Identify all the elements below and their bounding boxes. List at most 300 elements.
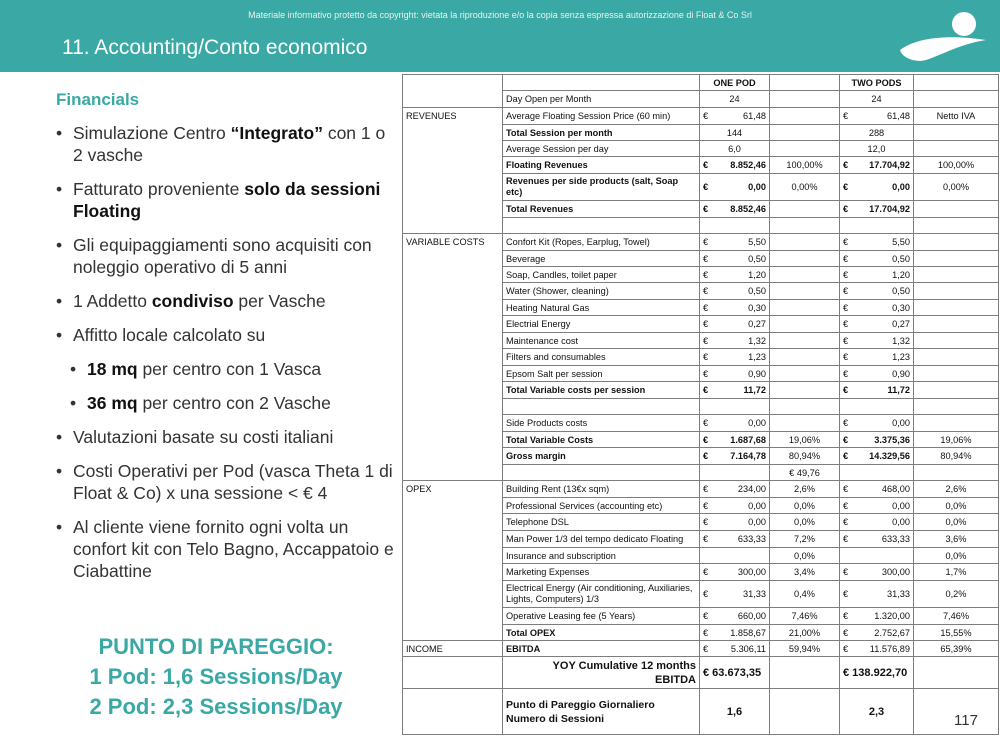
cell-empty — [770, 657, 840, 689]
currency-symbol: € — [843, 484, 849, 494]
table-row — [403, 481, 999, 498]
value-one-pod — [700, 641, 770, 657]
break-even-summary — [56, 632, 376, 722]
value-two-pods — [840, 498, 914, 514]
table-row — [403, 531, 999, 548]
section-variable-costs: VARIABLE COSTS — [403, 234, 503, 251]
value-one-pod — [700, 564, 770, 581]
amount: 0,50 — [892, 253, 910, 264]
bullet-text: Affitto locale calcolato su — [73, 325, 266, 345]
value-two-pods — [840, 415, 914, 432]
break-even-one-pod: 1 Pod: 1,6 Sessions/Day — [89, 664, 343, 689]
cell-empty — [403, 91, 503, 108]
cell-empty — [914, 267, 999, 283]
table-row — [403, 267, 999, 283]
amount: 300,00 — [737, 567, 766, 577]
bullet-text: per Vasche — [233, 291, 326, 311]
bullet-36mq — [70, 392, 396, 414]
value-one-pod — [700, 201, 770, 218]
row-label: Total OPEX — [503, 625, 700, 641]
cell-empty — [403, 514, 503, 531]
cell-empty — [914, 91, 999, 108]
cell-empty — [403, 157, 503, 174]
cell-empty — [403, 448, 503, 465]
cell-empty — [403, 657, 503, 689]
value-two-pods — [840, 382, 914, 399]
currency-symbol: € — [843, 517, 849, 527]
row-label: Soap, Candles, toilet paper — [503, 267, 700, 283]
cell-empty — [914, 399, 999, 415]
currency-symbol: € — [843, 627, 849, 638]
currency-symbol: € — [703, 319, 709, 329]
currency-symbol: € — [703, 335, 709, 346]
amount: 660,00 — [737, 611, 766, 621]
currency-symbol: € — [703, 160, 709, 170]
slide-title: 11. Accounting/Conto economico — [62, 36, 368, 59]
cell-empty — [403, 366, 503, 382]
break-even-one-pod: 1,6 — [700, 689, 770, 735]
header-bar — [0, 0, 1000, 72]
currency-symbol: € — [843, 418, 849, 428]
value-one-pod — [700, 251, 770, 267]
table-row — [403, 514, 999, 531]
currency-symbol: € — [703, 368, 709, 379]
amount: 1.320,00 — [874, 611, 910, 621]
value-one-pod — [700, 432, 770, 448]
bullet-valutazioni — [56, 426, 396, 448]
amount: 0,30 — [748, 302, 766, 313]
amount: 300,00 — [881, 567, 910, 577]
cell-empty — [403, 201, 503, 218]
cell-empty — [403, 689, 503, 735]
currency-symbol: € — [703, 500, 709, 511]
row-label: Beverage — [503, 251, 700, 267]
table-row — [403, 581, 999, 608]
row-label: Day Open per Month — [503, 91, 700, 108]
bullet-affitto — [56, 324, 396, 346]
value-two-pods — [840, 641, 914, 657]
amount: 0,00 — [748, 517, 766, 527]
bullet-text: per centro con 2 Vasche — [137, 393, 331, 413]
break-even-two-pods: 2 Pod: 2,3 Sessions/Day — [89, 694, 343, 719]
value-two-pods — [840, 157, 914, 174]
currency-symbol: € — [703, 589, 709, 599]
cell-empty — [403, 432, 503, 448]
cell-empty — [914, 141, 999, 157]
amount: 633,33 — [881, 534, 910, 544]
currency-symbol: € — [703, 567, 709, 577]
amount: 5.306,11 — [730, 643, 766, 654]
cell-empty — [403, 625, 503, 641]
value-one-pod — [700, 267, 770, 283]
currency-symbol: € — [703, 643, 709, 654]
cell-empty — [914, 333, 999, 349]
bullet-bold: 18 mq — [87, 359, 138, 379]
cell-empty — [914, 251, 999, 267]
cell-empty — [914, 316, 999, 333]
table-row — [403, 689, 999, 735]
cell-empty — [914, 283, 999, 300]
currency-symbol: € — [843, 589, 849, 599]
row-label: Electrical Energy (Air conditioning, Auxiliaries, Lights, Computers) 1/3 — [503, 581, 700, 608]
currency-symbol: € — [703, 418, 709, 428]
cell-empty — [770, 108, 840, 125]
cell-empty — [503, 465, 700, 481]
currency-symbol: € — [703, 237, 709, 247]
cell-empty — [403, 531, 503, 548]
cell-empty — [914, 75, 999, 91]
currency-symbol: € — [703, 611, 709, 621]
cell-empty — [770, 399, 840, 415]
value-one-pod: 144 — [700, 125, 770, 141]
value-two-pods — [840, 251, 914, 267]
cell-empty — [840, 548, 914, 564]
row-label: Operative Leasing fee (5 Years) — [503, 608, 700, 625]
pct-one-pod: 21,00% — [770, 625, 840, 641]
pct-one-pod: 7,2% — [770, 531, 840, 548]
yoy-two-pods: € 138.922,70 — [840, 657, 914, 689]
amount: 61,48 — [887, 111, 910, 121]
row-label: Man Power 1/3 del tempo dedicato Floating — [503, 531, 700, 548]
yoy-label-line: EBITDA — [655, 673, 696, 686]
cell-empty — [403, 283, 503, 300]
amount: 0,50 — [748, 253, 766, 264]
cell-empty — [770, 316, 840, 333]
cell-empty — [770, 300, 840, 316]
pct-one-pod: 0,0% — [770, 498, 840, 514]
value-one-pod — [700, 174, 770, 201]
amount: 468,00 — [881, 484, 910, 494]
currency-symbol: € — [843, 567, 849, 577]
amount: 5,50 — [748, 237, 766, 247]
cell-empty — [914, 300, 999, 316]
amount: 61,48 — [743, 111, 766, 121]
table-row — [403, 91, 999, 108]
bullet-text: Valutazioni basate su costi italiani — [73, 427, 334, 447]
amount: 0,00 — [892, 500, 910, 511]
row-label: Total Variable costs per session — [503, 382, 700, 399]
amount: 0,30 — [892, 302, 910, 313]
header-two-pods: TWO PODS — [840, 75, 914, 91]
currency-symbol: € — [703, 385, 709, 395]
row-label: Total Revenues — [503, 201, 700, 218]
amount: 11.576,89 — [869, 643, 910, 654]
table-row — [403, 432, 999, 448]
cell-empty — [403, 218, 503, 234]
cell-empty — [403, 141, 503, 157]
value-one-pod — [700, 316, 770, 333]
amount: 0,50 — [892, 286, 910, 296]
header-one-pod: ONE POD — [700, 75, 770, 91]
currency-symbol: € — [843, 368, 849, 379]
cell-empty — [770, 201, 840, 218]
gross-margin-per-session: € 49,76 — [770, 465, 840, 481]
currency-symbol: € — [843, 160, 849, 170]
amount: 1,32 — [748, 335, 766, 346]
value-one-pod — [700, 382, 770, 399]
currency-symbol: € — [843, 611, 849, 621]
table-row — [403, 608, 999, 625]
amount: 17.704,92 — [869, 160, 910, 170]
value-one-pod — [700, 366, 770, 382]
value-one-pod — [700, 283, 770, 300]
cell-empty — [770, 333, 840, 349]
currency-symbol: € — [703, 627, 709, 638]
value-two-pods — [840, 366, 914, 382]
bullet-bold: solo da sessioni Floating — [73, 179, 381, 221]
amount: 5,50 — [892, 237, 910, 247]
pct-one-pod: 0,00% — [770, 174, 840, 201]
cell-empty — [914, 218, 999, 234]
cell-empty — [403, 465, 503, 481]
table-row — [403, 300, 999, 316]
table-row — [403, 498, 999, 514]
cell-empty — [770, 91, 840, 108]
cell-empty — [700, 465, 770, 481]
cell-empty — [503, 75, 700, 91]
cell-empty — [914, 125, 999, 141]
table-row — [403, 108, 999, 125]
value-one-pod: 6,0 — [700, 141, 770, 157]
table-row — [403, 141, 999, 157]
value-one-pod — [700, 581, 770, 608]
pct-two-pods: 1,7% — [914, 564, 999, 581]
table-row — [403, 657, 999, 689]
table-row — [403, 349, 999, 366]
amount: 1,20 — [892, 269, 910, 280]
currency-symbol: € — [843, 237, 849, 247]
row-label: Confort Kit (Ropes, Earplug, Towel) — [503, 234, 700, 251]
currency-symbol: € — [843, 643, 849, 654]
cell-empty — [503, 399, 700, 415]
amount: 8.852,46 — [730, 204, 766, 214]
pct-one-pod: 0,0% — [770, 514, 840, 531]
currency-symbol: € — [843, 269, 849, 280]
bullet-simulazione — [56, 122, 396, 166]
amount: 31,33 — [887, 589, 910, 599]
value-one-pod — [700, 608, 770, 625]
amount: 0,00 — [748, 182, 766, 192]
row-label: Side Products costs — [503, 415, 700, 432]
cell-empty — [770, 75, 840, 91]
row-label: Electrial Energy — [503, 316, 700, 333]
amount: 0,90 — [748, 368, 766, 379]
currency-symbol: € — [843, 253, 849, 264]
amount: 8.852,46 — [730, 160, 766, 170]
pct-two-pods: 0,0% — [914, 514, 999, 531]
row-label: Gross margin — [503, 448, 700, 465]
currency-symbol: € — [703, 286, 709, 296]
cell-empty — [403, 125, 503, 141]
currency-symbol: € — [843, 111, 849, 121]
amount: 234,00 — [737, 484, 766, 494]
currency-symbol: € — [843, 352, 849, 362]
currency-symbol: € — [843, 335, 849, 346]
yoy-label-line: YOY Cumulative 12 months — [552, 659, 696, 672]
pct-one-pod: 0,4% — [770, 581, 840, 608]
row-label: Average Floating Session Price (60 min) — [503, 108, 700, 125]
currency-symbol: € — [843, 385, 849, 395]
cell-empty — [700, 548, 770, 564]
bullet-text: Al cliente viene fornito ogni volta un confort kit con Telo Bagno, Accappatoio e Ciabattine — [73, 517, 394, 581]
bullet-text: Fatturato proveniente — [73, 179, 245, 199]
value-one-pod — [700, 349, 770, 366]
table-row — [403, 251, 999, 267]
currency-symbol: € — [703, 352, 709, 362]
cell-empty — [840, 218, 914, 234]
pct-two-pods: 3,6% — [914, 531, 999, 548]
yoy-one-pod: € 63.673,35 — [700, 657, 770, 689]
yoy-label — [503, 657, 700, 689]
amount: 0,00 — [892, 418, 910, 428]
table-header-row — [403, 75, 999, 91]
value-two-pods — [840, 432, 914, 448]
value-one-pod — [700, 625, 770, 641]
pct-two-pods: 19,06% — [914, 432, 999, 448]
value-two-pods — [840, 174, 914, 201]
cell-empty — [914, 366, 999, 382]
row-label: Heating Natural Gas — [503, 300, 700, 316]
row-label: Revenues per side products (salt, Soap etc) — [503, 174, 700, 201]
pct-two-pods: 0,00% — [914, 174, 999, 201]
table-row — [403, 399, 999, 415]
value-two-pods — [840, 108, 914, 125]
pct-two-pods: 15,55% — [914, 625, 999, 641]
bullet-18mq — [70, 358, 396, 380]
cell-empty — [770, 251, 840, 267]
value-two-pods — [840, 581, 914, 608]
value-one-pod — [700, 300, 770, 316]
currency-symbol: € — [703, 451, 709, 461]
cell-empty — [914, 657, 999, 689]
currency-symbol: € — [843, 434, 849, 445]
bullet-text: Gli equipaggiamenti sono acquisiti con noleggio operativo di 5 anni — [73, 235, 372, 277]
value-two-pods — [840, 531, 914, 548]
value-two-pods: 12,0 — [840, 141, 914, 157]
value-two-pods — [840, 349, 914, 366]
amount: 1,23 — [892, 352, 910, 362]
pct-two-pods: 0,2% — [914, 581, 999, 608]
value-two-pods — [840, 333, 914, 349]
cell-empty — [840, 465, 914, 481]
table-row — [403, 283, 999, 300]
row-label: Epsom Salt per session — [503, 366, 700, 382]
cell-empty — [403, 498, 503, 514]
bullet-text: con 1 o 2 vasche — [73, 123, 386, 165]
amount: 0,50 — [748, 286, 766, 296]
cell-empty — [503, 218, 700, 234]
copyright-notice: Materiale informativo protetto da copyright: vietata la riproduzione e/o la copia senza espressa autorizzazione di Float & Co Srl — [248, 10, 752, 20]
cell-empty — [403, 608, 503, 625]
amount: 11,72 — [887, 385, 910, 395]
break-even-label — [503, 689, 700, 735]
currency-symbol: € — [703, 434, 709, 445]
amount: 0,00 — [748, 418, 766, 428]
row-label: Insurance and subscription — [503, 548, 700, 564]
value-two-pods — [840, 316, 914, 333]
value-two-pods — [840, 625, 914, 641]
cell-empty — [403, 251, 503, 267]
cell-empty — [700, 218, 770, 234]
bullet-text: per centro con 1 Vasca — [137, 359, 322, 379]
value-two-pods — [840, 608, 914, 625]
break-even-title: PUNTO DI PAREGGIO: — [98, 634, 334, 659]
value-two-pods — [840, 300, 914, 316]
cell-empty — [770, 366, 840, 382]
value-two-pods — [840, 201, 914, 218]
row-label: Filters and consumables — [503, 349, 700, 366]
bullet-costi-operativi — [56, 460, 396, 504]
pct-one-pod: 59,94% — [770, 641, 840, 657]
currency-symbol: € — [703, 182, 709, 192]
pct-two-pods: 7,46% — [914, 608, 999, 625]
value-one-pod — [700, 514, 770, 531]
currency-symbol: € — [843, 302, 849, 313]
amount: 0,27 — [748, 319, 766, 329]
table-row — [403, 465, 999, 481]
cell-empty — [403, 267, 503, 283]
value-one-pod — [700, 333, 770, 349]
break-even-label-line: Numero di Sessioni — [506, 712, 605, 725]
break-even-two-pods: 2,3 — [840, 689, 914, 735]
table-row — [403, 641, 999, 657]
row-label: Professional Services (accounting etc) — [503, 498, 700, 514]
bullet-bold: condiviso — [151, 291, 234, 311]
pct-one-pod: 19,06% — [770, 432, 840, 448]
cell-empty — [914, 465, 999, 481]
currency-symbol: € — [703, 253, 709, 264]
cell-empty — [914, 201, 999, 218]
value-two-pods — [840, 481, 914, 498]
pct-one-pod: 80,94% — [770, 448, 840, 465]
table-row — [403, 316, 999, 333]
row-label: EBITDA — [503, 641, 700, 657]
cell-empty — [700, 399, 770, 415]
table-row — [403, 157, 999, 174]
value-two-pods: 24 — [840, 91, 914, 108]
cell-empty — [403, 564, 503, 581]
currency-symbol: € — [703, 269, 709, 280]
cell-empty — [770, 382, 840, 399]
currency-symbol: € — [843, 500, 849, 511]
row-label: Marketing Expenses — [503, 564, 700, 581]
cell-empty — [770, 689, 840, 735]
value-one-pod — [700, 157, 770, 174]
value-one-pod — [700, 481, 770, 498]
cell-empty — [770, 125, 840, 141]
cell-empty — [770, 283, 840, 300]
value-one-pod: 24 — [700, 91, 770, 108]
cell-empty — [914, 415, 999, 432]
row-label: Total Variable Costs — [503, 432, 700, 448]
currency-symbol: € — [703, 204, 709, 214]
cell-empty — [403, 174, 503, 201]
currency-symbol: € — [703, 534, 709, 544]
pct-one-pod: 7,46% — [770, 608, 840, 625]
cell-empty — [403, 349, 503, 366]
amount: 2.752,67 — [874, 627, 910, 638]
amount: 14.329,56 — [869, 451, 910, 461]
currency-symbol: € — [843, 534, 849, 544]
cell-empty — [403, 581, 503, 608]
cell-empty — [914, 382, 999, 399]
bullet-bold: “Integrato” — [230, 123, 323, 143]
row-label: Floating Revenues — [503, 157, 700, 174]
pct-one-pod: 100,00% — [770, 157, 840, 174]
cell-empty — [403, 548, 503, 564]
currency-symbol: € — [703, 484, 709, 494]
cell-empty — [770, 349, 840, 366]
